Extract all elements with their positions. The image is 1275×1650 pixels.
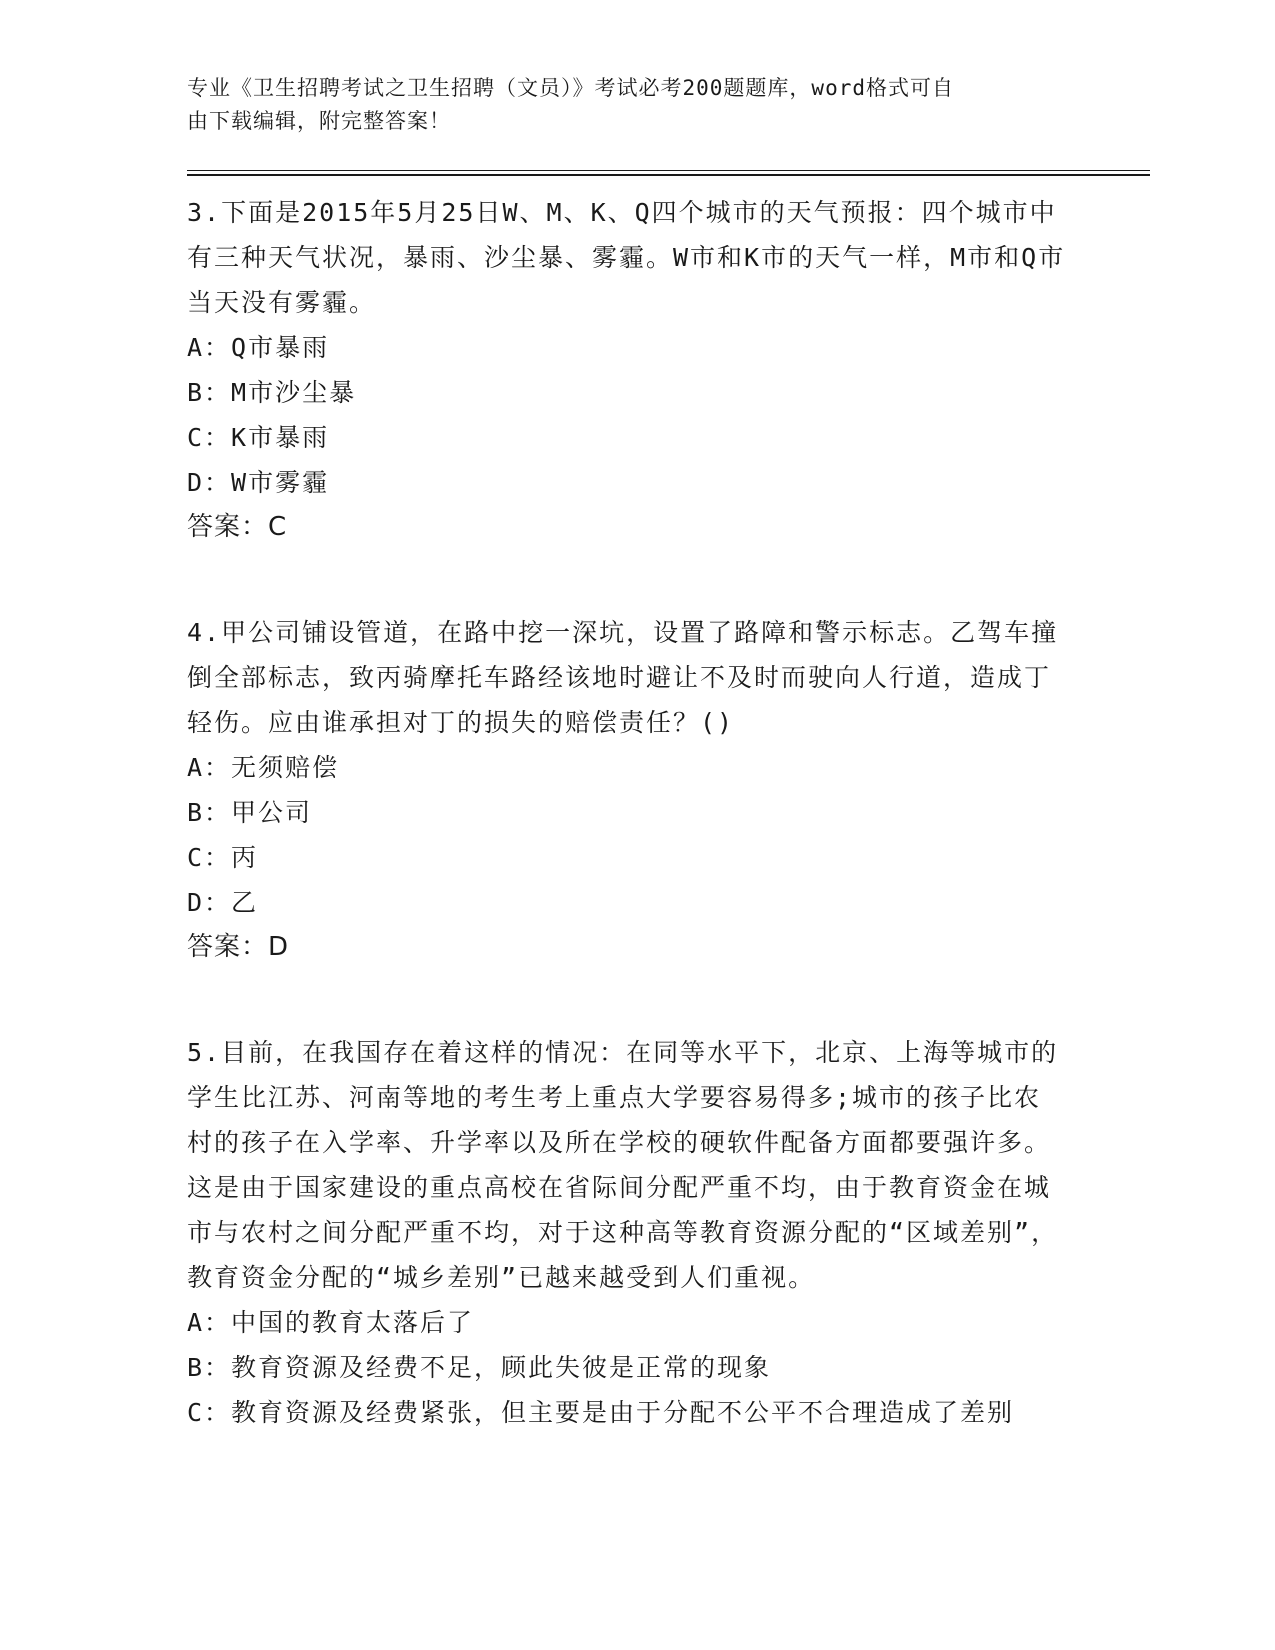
answer-line: 答案：C: [187, 512, 288, 542]
option-b: B：甲公司: [187, 798, 313, 827]
document-page: [187, 72, 1147, 1435]
question-5: [187, 1030, 1147, 1435]
spacer: [187, 550, 1147, 596]
option-c: C：教育资源及经费紧张，但主要是由于分配不公平不合理造成了差别: [187, 1398, 1015, 1427]
option-a: A：中国的教育太落后了: [187, 1308, 475, 1337]
question-4: [187, 610, 1147, 970]
spacer: [187, 970, 1147, 1016]
option-c: C：丙: [187, 843, 259, 872]
header-line-2: 由下载编辑，附完整答案！: [187, 109, 451, 133]
header-divider: [187, 170, 1150, 176]
option-b: B：M市沙尘暴: [187, 378, 357, 407]
option-d: D：W市雾霾: [187, 468, 330, 497]
document-header: [187, 72, 1067, 138]
option-d: D：乙: [187, 888, 259, 917]
option-b: B：教育资源及经费不足，顾此失彼是正常的现象: [187, 1353, 772, 1382]
question-stem: 3.下面是2015年5月25日W、M、K、Q四个城市的天气预报：四个城市中有三种天气状况，暴雨、沙尘暴、雾霾。W市和K市的天气一样，M市和Q市当天没有雾霾。: [187, 198, 1066, 317]
option-a: A：无须赔偿: [187, 753, 340, 782]
header-line-1: 专业《卫生招聘考试之卫生招聘（文员）》考试必考200题题库，word格式可自: [187, 76, 954, 100]
option-c: C：K市暴雨: [187, 423, 330, 452]
question-3: [187, 190, 1147, 550]
question-stem: 4.甲公司铺设管道，在路中挖一深坑，设置了路障和警示标志。乙驾车撞倒全部标志，致丙骑摩托车路经该地时避让不及时而驶向人行道，造成丁轻伤。应由谁承担对丁的损失的赔偿责任？(): [187, 618, 1059, 737]
answer-line: 答案：D: [187, 932, 290, 962]
question-stem: 5.目前，在我国存在着这样的情况：在同等水平下，北京、上海等城市的学生比江苏、河南等地的考生考上重点大学要容易得多;城市的孩子比农村的孩子在入学率、升学率以及所在学校的硬软件配备方面都要强许多。这是由于国家建设的重点高校在省际间分配严重不均，由于教育资金在城市与农村之间分配严重不均，对于这种高等教育资源分配的“区域差别”，教育资金分配的“城乡差别”已越来越受到人们重视。: [187, 1038, 1059, 1292]
option-a: A：Q市暴雨: [187, 333, 330, 362]
